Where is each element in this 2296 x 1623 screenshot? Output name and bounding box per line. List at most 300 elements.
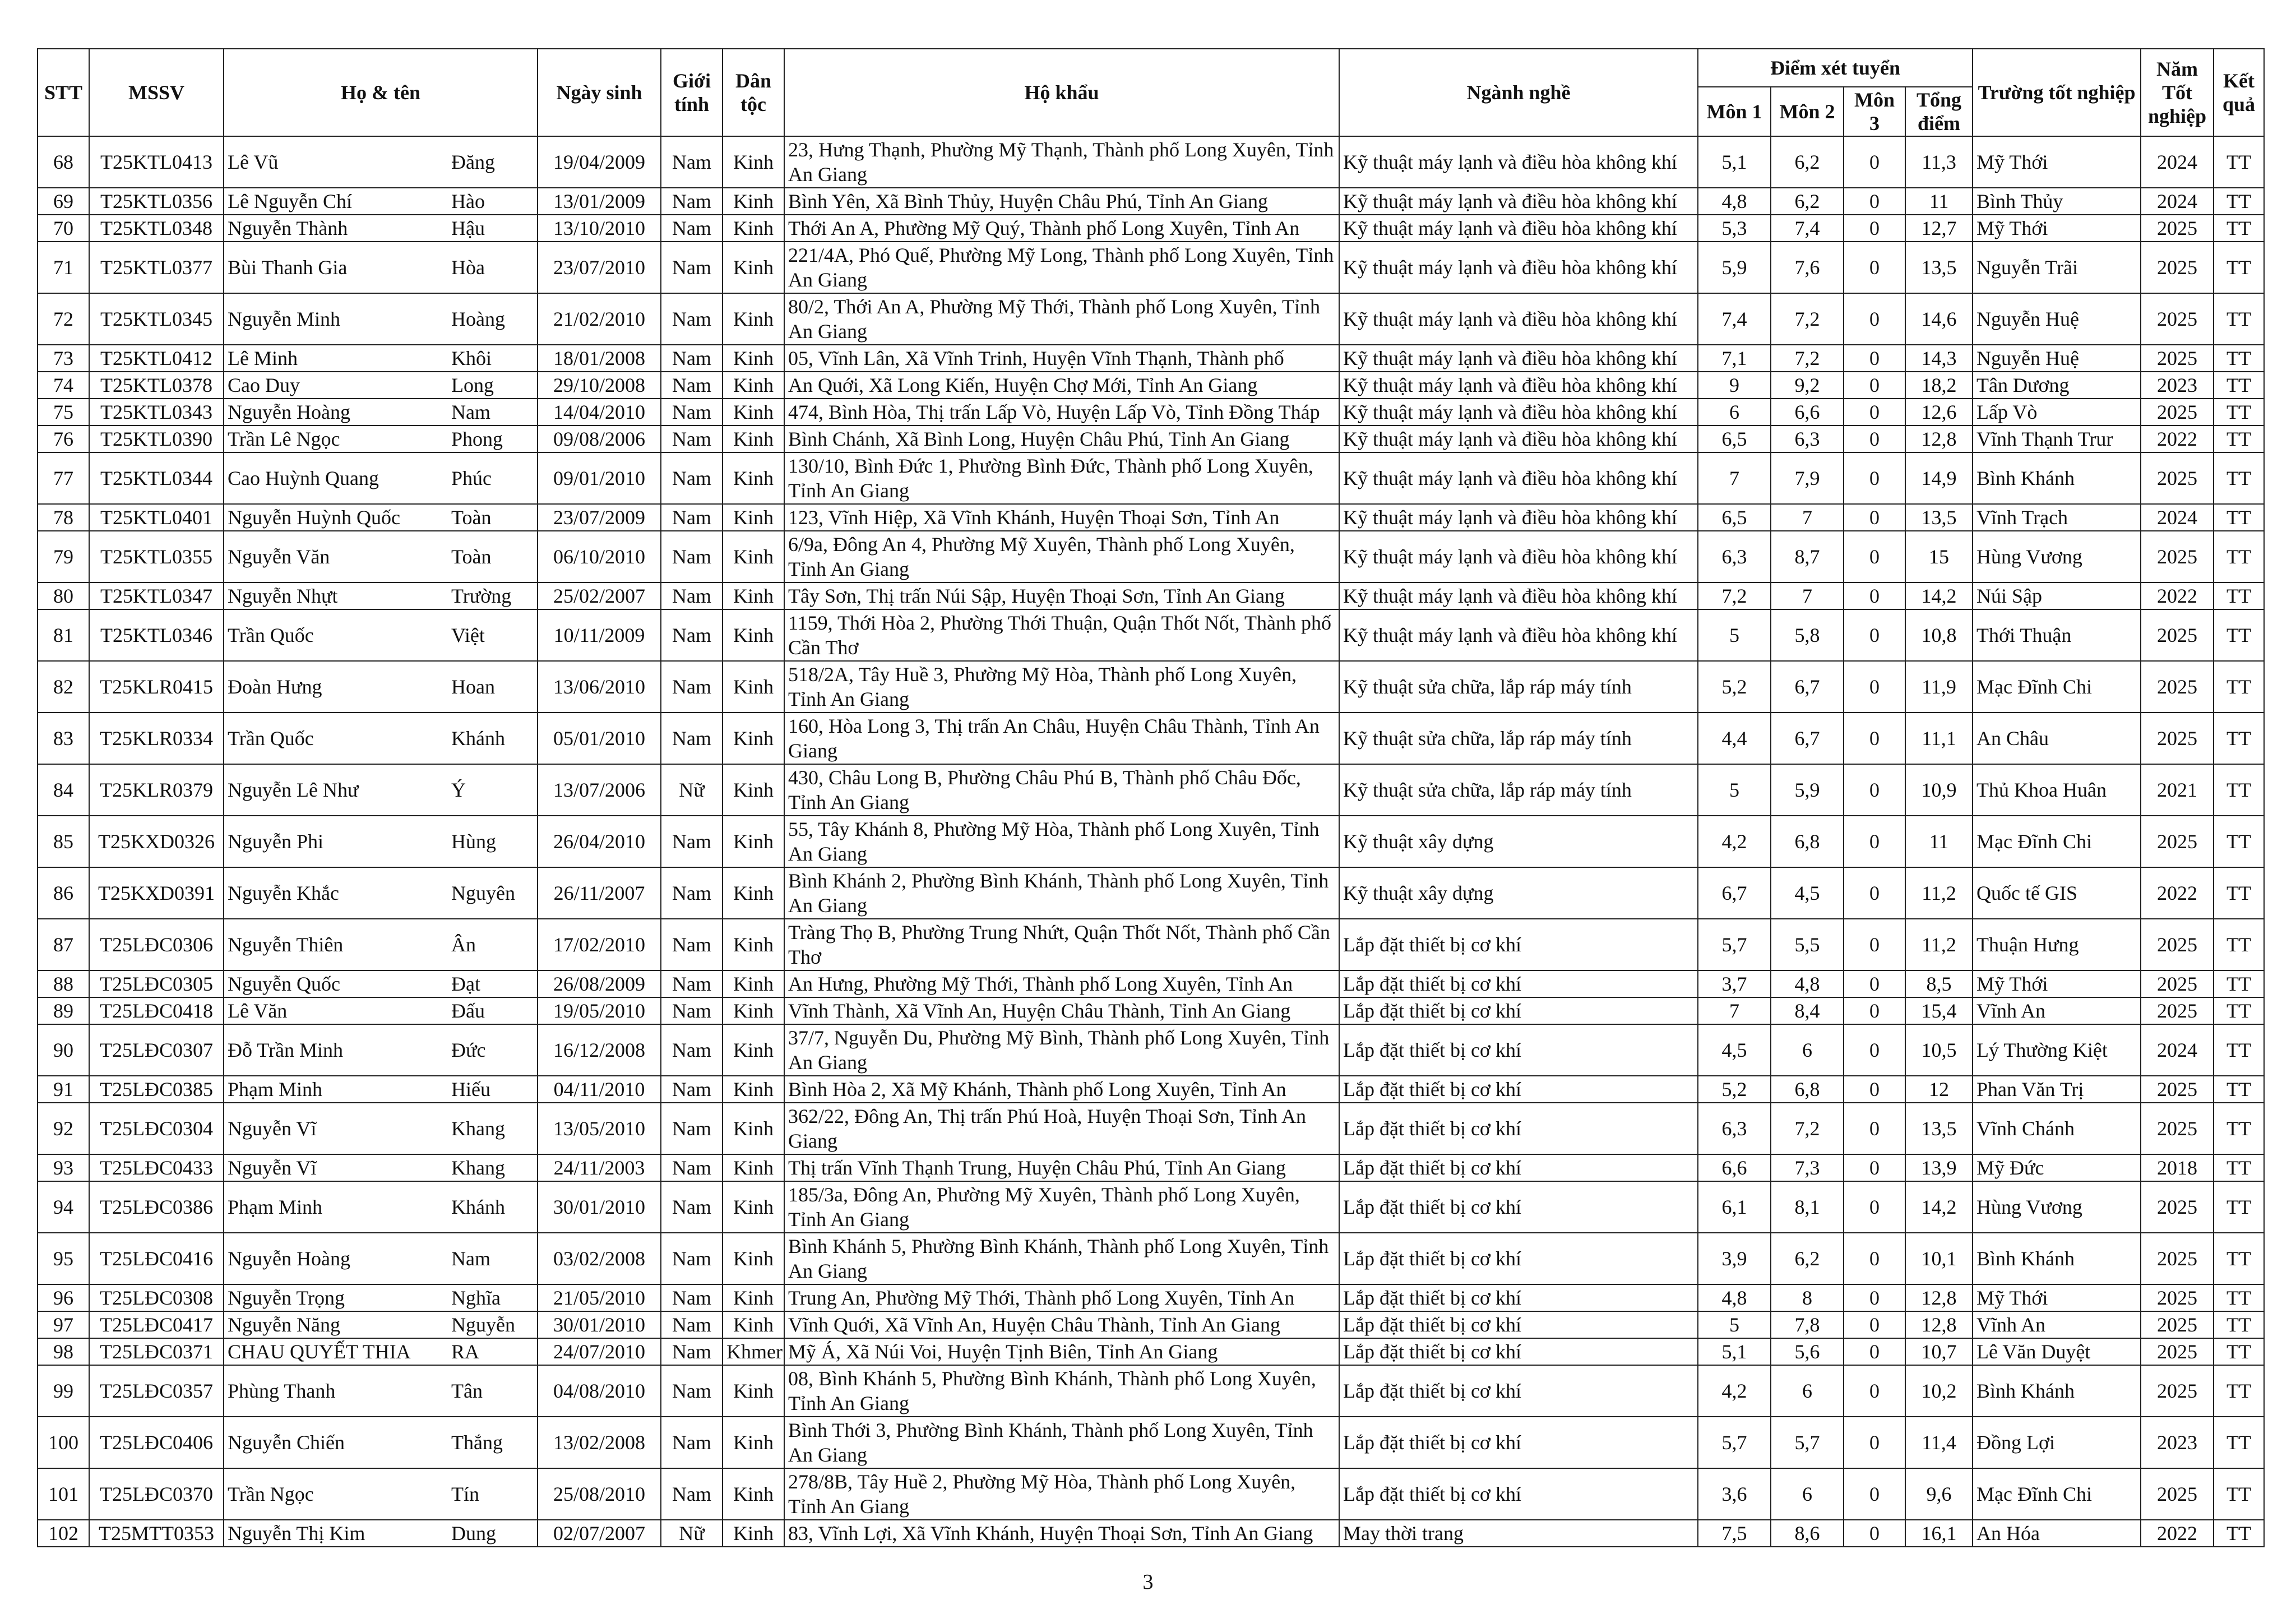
cell-mssv: T25LĐC0406	[89, 1417, 224, 1468]
cell-school: Núi Sập	[1973, 582, 2141, 609]
cell-address: Thị trấn Vĩnh Thạnh Trung, Huyện Châu Phú, Tỉnh An Giang	[784, 1154, 1339, 1181]
cell-mon2: 4,8	[1771, 970, 1844, 997]
cell-school: Mỹ Đức	[1973, 1154, 2141, 1181]
cell-mon2: 4,5	[1771, 867, 1844, 919]
cell-mon1: 5,2	[1698, 661, 1771, 713]
cell-mon2: 7,2	[1771, 1103, 1844, 1154]
cell-mon3: 0	[1844, 1284, 1905, 1311]
cell-gender: Nam	[661, 1338, 723, 1365]
cell-address: 23, Hưng Thạnh, Phường Mỹ Thạnh, Thành phố Long Xuyên, Tỉnh An Giang	[784, 136, 1339, 188]
cell-school: Vĩnh An	[1973, 997, 2141, 1024]
cell-ethnic: Kinh	[723, 215, 784, 242]
cell-stt: 95	[38, 1233, 89, 1284]
cell-result: TT	[2214, 970, 2264, 997]
cell-stt: 75	[38, 399, 89, 426]
cell-last-middle-name: Nguyễn Lê Như	[224, 764, 448, 816]
cell-mon3: 0	[1844, 399, 1905, 426]
cell-last-middle-name: Lê Minh	[224, 345, 448, 372]
header-result: Kết quả	[2214, 49, 2264, 136]
cell-dob: 17/02/2010	[538, 919, 661, 970]
cell-school: Mạc Đĩnh Chi	[1973, 661, 2141, 713]
cell-ethnic: Kinh	[723, 713, 784, 764]
cell-ethnic: Kinh	[723, 1468, 784, 1520]
header-mon1: Môn 1	[1698, 87, 1771, 136]
cell-address: 160, Hòa Long 3, Thị trấn An Châu, Huyện Châu Thành, Tỉnh An Giang	[784, 713, 1339, 764]
cell-dob: 26/11/2007	[538, 867, 661, 919]
cell-mon2: 6,7	[1771, 713, 1844, 764]
cell-address: Mỹ Á, Xã Núi Voi, Huyện Tịnh Biên, Tỉnh An Giang	[784, 1338, 1339, 1365]
cell-address: Bình Chánh, Xã Bình Long, Huyện Châu Phú, Tỉnh An Giang	[784, 426, 1339, 452]
cell-address: 55, Tây Khánh 8, Phường Mỹ Hòa, Thành phố Long Xuyên, Tỉnh An Giang	[784, 816, 1339, 867]
cell-mon2: 8,6	[1771, 1520, 1844, 1547]
cell-stt: 100	[38, 1417, 89, 1468]
cell-mon3: 0	[1844, 1365, 1905, 1417]
cell-major: Kỹ thuật máy lạnh và điều hòa không khí	[1339, 531, 1698, 582]
cell-mon1: 6,3	[1698, 531, 1771, 582]
cell-total: 11,1	[1905, 713, 1973, 764]
cell-last-middle-name: Lê Nguyễn Chí	[224, 188, 448, 215]
cell-total: 9,6	[1905, 1468, 1973, 1520]
cell-last-middle-name: Bùi Thanh Gia	[224, 242, 448, 293]
cell-mon1: 5,7	[1698, 919, 1771, 970]
admission-table-sheet	[37, 48, 2263, 1547]
cell-major: Kỹ thuật máy lạnh và điều hòa không khí	[1339, 399, 1698, 426]
cell-first-name: RA	[448, 1338, 538, 1365]
cell-mssv: T25LĐC0306	[89, 919, 224, 970]
cell-mssv: T25LĐC0357	[89, 1365, 224, 1417]
cell-mon2: 6,2	[1771, 188, 1844, 215]
cell-school: Đồng Lợi	[1973, 1417, 2141, 1468]
cell-gender: Nam	[661, 1233, 723, 1284]
cell-mon3: 0	[1844, 1024, 1905, 1076]
cell-mon2: 7,9	[1771, 452, 1844, 504]
cell-year: 2023	[2141, 372, 2214, 399]
cell-mon3: 0	[1844, 713, 1905, 764]
cell-gender: Nam	[661, 713, 723, 764]
cell-stt: 70	[38, 215, 89, 242]
cell-year: 2023	[2141, 1417, 2214, 1468]
cell-mon3: 0	[1844, 426, 1905, 452]
cell-gender: Nam	[661, 1417, 723, 1468]
cell-gender: Nam	[661, 188, 723, 215]
cell-first-name: Nghĩa	[448, 1284, 538, 1311]
cell-year: 2025	[2141, 919, 2214, 970]
cell-major: Lắp đặt thiết bị cơ khí	[1339, 1103, 1698, 1154]
cell-school: Lấp Vò	[1973, 399, 2141, 426]
cell-result: TT	[2214, 293, 2264, 345]
cell-mssv: T25LĐC0305	[89, 970, 224, 997]
cell-mon1: 6,6	[1698, 1154, 1771, 1181]
cell-school: Hùng Vương	[1973, 531, 2141, 582]
cell-gender: Nam	[661, 372, 723, 399]
cell-major: Kỹ thuật xây dựng	[1339, 867, 1698, 919]
table-row	[38, 609, 2264, 661]
cell-first-name: Phúc	[448, 452, 538, 504]
cell-school: Mỹ Thới	[1973, 136, 2141, 188]
cell-last-middle-name: Đoàn Hưng	[224, 661, 448, 713]
cell-mssv: T25LĐC0416	[89, 1233, 224, 1284]
cell-year: 2025	[2141, 1284, 2214, 1311]
cell-dob: 26/08/2009	[538, 970, 661, 997]
cell-total: 14,9	[1905, 452, 1973, 504]
cell-year: 2022	[2141, 1520, 2214, 1547]
cell-result: TT	[2214, 1417, 2264, 1468]
cell-address: 6/9a, Đông An 4, Phường Mỹ Xuyên, Thành phố Long Xuyên, Tỉnh An Giang	[784, 531, 1339, 582]
cell-mon1: 5	[1698, 764, 1771, 816]
cell-gender: Nam	[661, 1103, 723, 1154]
cell-mon1: 5,9	[1698, 242, 1771, 293]
cell-major: Lắp đặt thiết bị cơ khí	[1339, 1154, 1698, 1181]
cell-last-middle-name: Phạm Minh	[224, 1076, 448, 1103]
cell-address: Trung An, Phường Mỹ Thới, Thành phố Long Xuyên, Tỉnh An	[784, 1284, 1339, 1311]
cell-result: TT	[2214, 504, 2264, 531]
cell-mon1: 5	[1698, 1311, 1771, 1338]
cell-ethnic: Kinh	[723, 970, 784, 997]
cell-mssv: T25LĐC0385	[89, 1076, 224, 1103]
table-row	[38, 919, 2264, 970]
cell-stt: 82	[38, 661, 89, 713]
cell-mon2: 8,4	[1771, 997, 1844, 1024]
cell-address: Thới An A, Phường Mỹ Quý, Thành phố Long Xuyên, Tỉnh An	[784, 215, 1339, 242]
cell-address: Tràng Thọ B, Phường Trung Nhứt, Quận Thốt Nốt, Thành phố Cần Thơ	[784, 919, 1339, 970]
cell-first-name: Phong	[448, 426, 538, 452]
cell-first-name: Khang	[448, 1154, 538, 1181]
cell-year: 2025	[2141, 215, 2214, 242]
cell-major: Lắp đặt thiết bị cơ khí	[1339, 1365, 1698, 1417]
cell-school: Hùng Vương	[1973, 1181, 2141, 1233]
cell-mon2: 7,2	[1771, 345, 1844, 372]
cell-major: Kỹ thuật xây dựng	[1339, 816, 1698, 867]
cell-gender: Nam	[661, 1076, 723, 1103]
cell-mon1: 6,5	[1698, 504, 1771, 531]
cell-ethnic: Kinh	[723, 764, 784, 816]
cell-address: Bình Khánh 2, Phường Bình Khánh, Thành phố Long Xuyên, Tỉnh An Giang	[784, 867, 1339, 919]
cell-last-middle-name: Trần Quốc	[224, 713, 448, 764]
cell-address: Bình Thới 3, Phường Bình Khánh, Thành phố Long Xuyên, Tỉnh An Giang	[784, 1417, 1339, 1468]
cell-mon1: 5,1	[1698, 136, 1771, 188]
cell-major: Lắp đặt thiết bị cơ khí	[1339, 1311, 1698, 1338]
cell-stt: 90	[38, 1024, 89, 1076]
cell-address: Bình Hòa 2, Xã Mỹ Khánh, Thành phố Long Xuyên, Tỉnh An	[784, 1076, 1339, 1103]
cell-mon3: 0	[1844, 1520, 1905, 1547]
cell-ethnic: Kinh	[723, 452, 784, 504]
cell-dob: 29/10/2008	[538, 372, 661, 399]
table-row	[38, 1233, 2264, 1284]
cell-gender: Nam	[661, 1181, 723, 1233]
table-row	[38, 997, 2264, 1024]
cell-year: 2018	[2141, 1154, 2214, 1181]
cell-first-name: Việt	[448, 609, 538, 661]
header-ethnic: Dân tộc	[723, 49, 784, 136]
table-row	[38, 582, 2264, 609]
cell-year: 2025	[2141, 713, 2214, 764]
cell-year: 2025	[2141, 970, 2214, 997]
cell-major: Kỹ thuật sửa chữa, lắp ráp máy tính	[1339, 661, 1698, 713]
cell-total: 11,2	[1905, 867, 1973, 919]
cell-first-name: Hiếu	[448, 1076, 538, 1103]
cell-gender: Nam	[661, 1154, 723, 1181]
cell-mon3: 0	[1844, 661, 1905, 713]
cell-mon3: 0	[1844, 215, 1905, 242]
cell-major: Lắp đặt thiết bị cơ khí	[1339, 1076, 1698, 1103]
cell-mon2: 8	[1771, 1284, 1844, 1311]
cell-total: 8,5	[1905, 970, 1973, 997]
cell-mssv: T25KTL0348	[89, 215, 224, 242]
cell-mon3: 0	[1844, 816, 1905, 867]
cell-mssv: T25LĐC0308	[89, 1284, 224, 1311]
cell-stt: 74	[38, 372, 89, 399]
cell-mon1: 3,7	[1698, 970, 1771, 997]
cell-total: 11,2	[1905, 919, 1973, 970]
cell-result: TT	[2214, 661, 2264, 713]
cell-school: Lê Văn Duyệt	[1973, 1338, 2141, 1365]
cell-mon3: 0	[1844, 188, 1905, 215]
cell-total: 14,6	[1905, 293, 1973, 345]
cell-mon3: 0	[1844, 1417, 1905, 1468]
cell-school: Vĩnh An	[1973, 1311, 2141, 1338]
cell-mssv: T25KTL0378	[89, 372, 224, 399]
cell-gender: Nam	[661, 1311, 723, 1338]
cell-ethnic: Kinh	[723, 1417, 784, 1468]
cell-stt: 73	[38, 345, 89, 372]
table-row	[38, 504, 2264, 531]
cell-gender: Nam	[661, 531, 723, 582]
cell-school: Bình Khánh	[1973, 1233, 2141, 1284]
cell-total: 15	[1905, 531, 1973, 582]
table-row	[38, 1338, 2264, 1365]
cell-gender: Nam	[661, 1024, 723, 1076]
cell-school: Quốc tế GIS	[1973, 867, 2141, 919]
cell-last-middle-name: Nguyễn Thiên	[224, 919, 448, 970]
cell-first-name: Hoàng	[448, 293, 538, 345]
cell-last-middle-name: Nguyễn Huỳnh Quốc	[224, 504, 448, 531]
cell-dob: 19/05/2010	[538, 997, 661, 1024]
cell-mon1: 6	[1698, 399, 1771, 426]
cell-last-middle-name: Trần Ngọc	[224, 1468, 448, 1520]
cell-last-middle-name: Cao Duy	[224, 372, 448, 399]
cell-school: An Châu	[1973, 713, 2141, 764]
cell-mssv: T25LĐC0371	[89, 1338, 224, 1365]
cell-major: Kỹ thuật máy lạnh và điều hòa không khí	[1339, 345, 1698, 372]
cell-mon2: 7	[1771, 582, 1844, 609]
cell-school: Mỹ Thới	[1973, 970, 2141, 997]
cell-address: 185/3a, Đông An, Phường Mỹ Xuyên, Thành phố Long Xuyên, Tỉnh An Giang	[784, 1181, 1339, 1233]
cell-gender: Nam	[661, 919, 723, 970]
cell-mon3: 0	[1844, 764, 1905, 816]
cell-dob: 09/08/2006	[538, 426, 661, 452]
cell-ethnic: Kinh	[723, 919, 784, 970]
cell-result: TT	[2214, 919, 2264, 970]
cell-major: Kỹ thuật máy lạnh và điều hòa không khí	[1339, 372, 1698, 399]
cell-result: TT	[2214, 609, 2264, 661]
cell-stt: 99	[38, 1365, 89, 1417]
table-row	[38, 1103, 2264, 1154]
cell-address: 37/7, Nguyễn Du, Phường Mỹ Bình, Thành phố Long Xuyên, Tỉnh An Giang	[784, 1024, 1339, 1076]
cell-total: 14,3	[1905, 345, 1973, 372]
cell-address: 362/22, Đông An, Thị trấn Phú Hoà, Huyện Thoại Sơn, Tỉnh An Giang	[784, 1103, 1339, 1154]
cell-stt: 97	[38, 1311, 89, 1338]
cell-gender: Nam	[661, 345, 723, 372]
cell-school: Nguyễn Huệ	[1973, 345, 2141, 372]
cell-first-name: Long	[448, 372, 538, 399]
cell-mssv: T25LĐC0307	[89, 1024, 224, 1076]
header-mon2: Môn 2	[1771, 87, 1844, 136]
cell-mon3: 0	[1844, 1311, 1905, 1338]
table-row	[38, 399, 2264, 426]
cell-mon1: 5,3	[1698, 215, 1771, 242]
cell-first-name: Tân	[448, 1365, 538, 1417]
cell-last-middle-name: Nguyễn Hoàng	[224, 399, 448, 426]
cell-total: 12,8	[1905, 1284, 1973, 1311]
cell-ethnic: Kinh	[723, 1024, 784, 1076]
cell-gender: Nam	[661, 504, 723, 531]
cell-stt: 98	[38, 1338, 89, 1365]
cell-dob: 13/01/2009	[538, 188, 661, 215]
cell-address: 278/8B, Tây Huề 2, Phường Mỹ Hòa, Thành phố Long Xuyên, Tỉnh An Giang	[784, 1468, 1339, 1520]
cell-school: Tân Dương	[1973, 372, 2141, 399]
cell-last-middle-name: Phạm Minh	[224, 1181, 448, 1233]
cell-mon3: 0	[1844, 582, 1905, 609]
cell-school: Mạc Đĩnh Chi	[1973, 1468, 2141, 1520]
cell-address: 123, Vĩnh Hiệp, Xã Vĩnh Khánh, Huyện Thoại Sơn, Tỉnh An	[784, 504, 1339, 531]
cell-gender: Nam	[661, 1365, 723, 1417]
cell-ethnic: Kinh	[723, 582, 784, 609]
header-stt: STT	[38, 49, 89, 136]
table-row	[38, 188, 2264, 215]
cell-result: TT	[2214, 215, 2264, 242]
cell-mon3: 0	[1844, 372, 1905, 399]
cell-ethnic: Kinh	[723, 1233, 784, 1284]
cell-last-middle-name: Cao Huỳnh Quang	[224, 452, 448, 504]
cell-mon3: 0	[1844, 345, 1905, 372]
cell-year: 2025	[2141, 1468, 2214, 1520]
cell-result: TT	[2214, 1076, 2264, 1103]
cell-address: 518/2A, Tây Huề 3, Phường Mỹ Hòa, Thành phố Long Xuyên, Tỉnh An Giang	[784, 661, 1339, 713]
cell-dob: 21/05/2010	[538, 1284, 661, 1311]
cell-result: TT	[2214, 372, 2264, 399]
cell-gender: Nam	[661, 582, 723, 609]
cell-mssv: T25KTL0356	[89, 188, 224, 215]
cell-result: TT	[2214, 1154, 2264, 1181]
cell-address: Vĩnh Thành, Xã Vĩnh An, Huyện Châu Thành, Tỉnh An Giang	[784, 997, 1339, 1024]
cell-mon2: 6,7	[1771, 661, 1844, 713]
cell-mon1: 7,2	[1698, 582, 1771, 609]
cell-address: An Quới, Xã Long Kiến, Huyện Chợ Mới, Tỉnh An Giang	[784, 372, 1339, 399]
cell-ethnic: Kinh	[723, 1154, 784, 1181]
cell-school: Mỹ Thới	[1973, 1284, 2141, 1311]
cell-major: Lắp đặt thiết bị cơ khí	[1339, 1284, 1698, 1311]
cell-total: 11,3	[1905, 136, 1973, 188]
cell-total: 12,7	[1905, 215, 1973, 242]
cell-school: Thủ Khoa Huân	[1973, 764, 2141, 816]
cell-mon2: 7,3	[1771, 1154, 1844, 1181]
header-dob: Ngày sinh	[538, 49, 661, 136]
cell-first-name: Khánh	[448, 1181, 538, 1233]
cell-last-middle-name: Nguyễn Minh	[224, 293, 448, 345]
cell-year: 2025	[2141, 531, 2214, 582]
cell-year: 2022	[2141, 426, 2214, 452]
cell-ethnic: Kinh	[723, 531, 784, 582]
table-row	[38, 1154, 2264, 1181]
cell-ethnic: Kinh	[723, 399, 784, 426]
cell-ethnic: Kinh	[723, 242, 784, 293]
cell-mon2: 6,8	[1771, 816, 1844, 867]
cell-address: 430, Châu Long B, Phường Châu Phú B, Thành phố Châu Đốc, Tỉnh An Giang	[784, 764, 1339, 816]
cell-gender: Nam	[661, 452, 723, 504]
cell-result: TT	[2214, 816, 2264, 867]
table-row	[38, 215, 2264, 242]
cell-mon1: 6,3	[1698, 1103, 1771, 1154]
cell-address: 05, Vĩnh Lân, Xã Vĩnh Trinh, Huyện Vĩnh Thạnh, Thành phố	[784, 345, 1339, 372]
cell-total: 11,4	[1905, 1417, 1973, 1468]
cell-address: 80/2, Thới An A, Phường Mỹ Thới, Thành phố Long Xuyên, Tỉnh An Giang	[784, 293, 1339, 345]
cell-mon3: 0	[1844, 1338, 1905, 1365]
header-major: Ngành nghề	[1339, 49, 1698, 136]
cell-year: 2022	[2141, 582, 2214, 609]
cell-dob: 25/08/2010	[538, 1468, 661, 1520]
cell-mon3: 0	[1844, 1181, 1905, 1233]
cell-mon3: 0	[1844, 1076, 1905, 1103]
cell-mon3: 0	[1844, 609, 1905, 661]
table-row	[38, 452, 2264, 504]
cell-dob: 21/02/2010	[538, 293, 661, 345]
cell-first-name: Nam	[448, 399, 538, 426]
cell-mon3: 0	[1844, 919, 1905, 970]
cell-mssv: T25MTT0353	[89, 1520, 224, 1547]
cell-first-name: Dung	[448, 1520, 538, 1547]
cell-mon3: 0	[1844, 1103, 1905, 1154]
table-row	[38, 426, 2264, 452]
table-row	[38, 1024, 2264, 1076]
cell-school: Thới Thuận	[1973, 609, 2141, 661]
table-row	[38, 531, 2264, 582]
cell-last-middle-name: CHAU QUYẾT THIA	[224, 1338, 448, 1365]
cell-first-name: Hòa	[448, 242, 538, 293]
table-row	[38, 1311, 2264, 1338]
cell-total: 10,7	[1905, 1338, 1973, 1365]
cell-stt: 83	[38, 713, 89, 764]
cell-dob: 13/02/2008	[538, 1417, 661, 1468]
cell-school: An Hóa	[1973, 1520, 2141, 1547]
cell-last-middle-name: Trần Quốc	[224, 609, 448, 661]
cell-last-middle-name: Nguyễn Nhựt	[224, 582, 448, 609]
cell-address: 83, Vĩnh Lợi, Xã Vĩnh Khánh, Huyện Thoại Sơn, Tỉnh An Giang	[784, 1520, 1339, 1547]
cell-total: 11	[1905, 188, 1973, 215]
cell-mon2: 6	[1771, 1024, 1844, 1076]
header-gender: Giới tính	[661, 49, 723, 136]
cell-total: 10,9	[1905, 764, 1973, 816]
cell-school: Thuận Hưng	[1973, 919, 2141, 970]
cell-dob: 13/06/2010	[538, 661, 661, 713]
cell-dob: 13/10/2010	[538, 215, 661, 242]
cell-major: Lắp đặt thiết bị cơ khí	[1339, 997, 1698, 1024]
cell-mon2: 7	[1771, 504, 1844, 531]
cell-mon3: 0	[1844, 1468, 1905, 1520]
cell-mon1: 6,1	[1698, 1181, 1771, 1233]
cell-mon1: 4,2	[1698, 1365, 1771, 1417]
cell-mon2: 6,8	[1771, 1076, 1844, 1103]
cell-last-middle-name: Nguyễn Văn	[224, 531, 448, 582]
cell-mssv: T25KTL0401	[89, 504, 224, 531]
cell-stt: 88	[38, 970, 89, 997]
cell-stt: 94	[38, 1181, 89, 1233]
cell-result: TT	[2214, 1103, 2264, 1154]
cell-stt: 89	[38, 997, 89, 1024]
cell-stt: 76	[38, 426, 89, 452]
cell-gender: Nữ	[661, 764, 723, 816]
cell-school: Mỹ Thới	[1973, 215, 2141, 242]
cell-gender: Nam	[661, 997, 723, 1024]
